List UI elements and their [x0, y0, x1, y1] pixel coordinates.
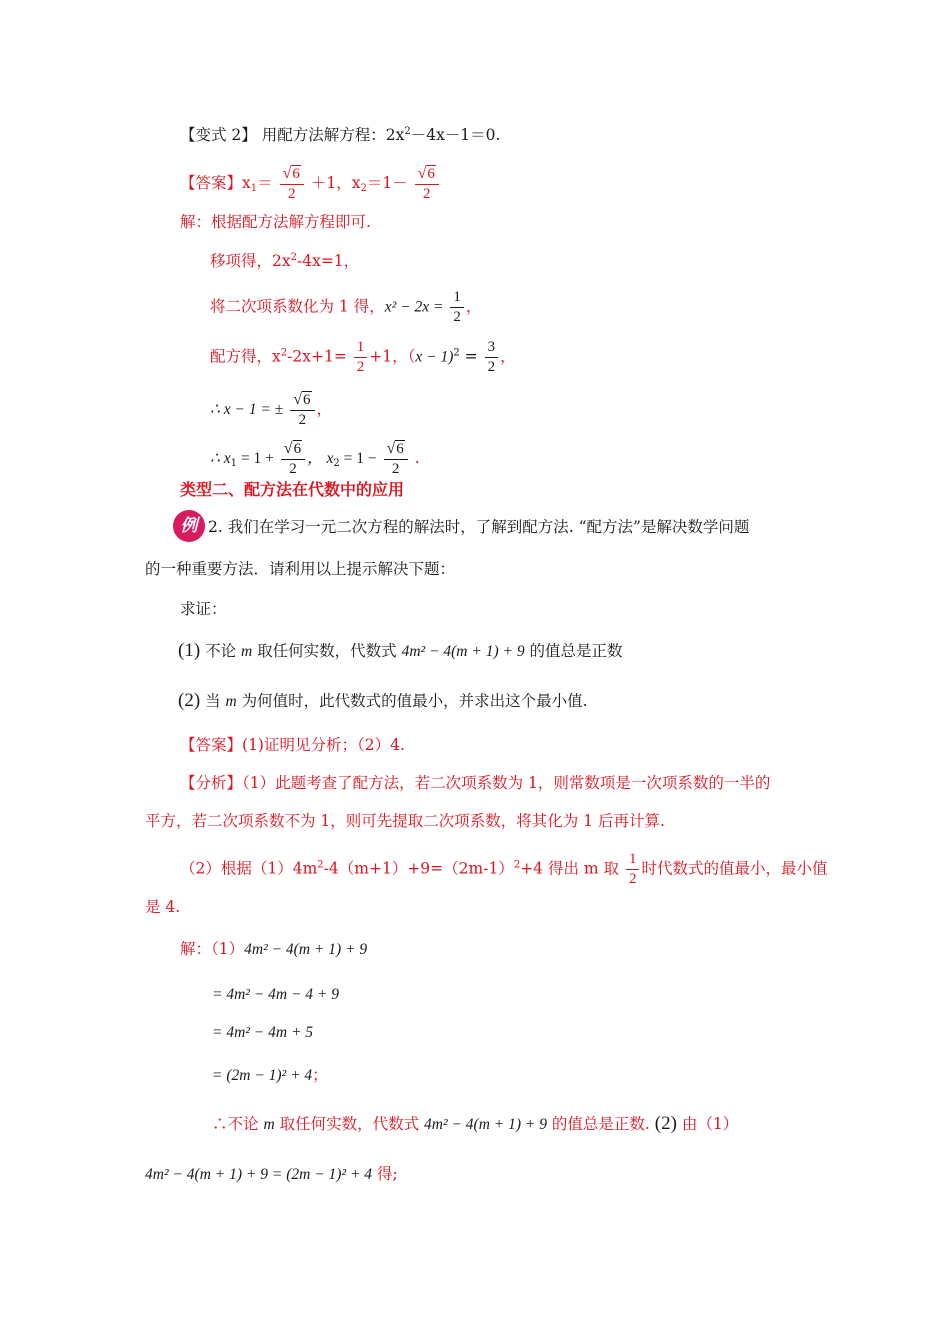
answer-1-line: 【答案】$x_1=$ $\frac{√6}{2}$ ＋1，$x_2=1-$ $\frac{√6}{2}$	[180, 166, 441, 202]
question-1: (1) 不论 m 取任何实数，代数式 4m² − 4(m + 1) + 9 的值总是正数	[178, 640, 623, 661]
solution-step-4: ∴ x − 1 = ± $\frac{√6}{2}$ ，	[210, 391, 333, 428]
solution-2-step-1: = 4m² − 4m − 4 + 9	[212, 986, 339, 1003]
fraction-sqrt6-2-c: $\frac{√6}{2}$	[290, 392, 314, 428]
solution-step-1: 移项得，$2x^2-4x=1$，	[210, 252, 360, 270]
analysis-line-4: 是 4.	[145, 898, 181, 916]
solution-2-step-3: = (2m − 1)² + 4；	[212, 1066, 328, 1084]
variant-line: 【变式 2】 用配方法解方程：$2x^2-4x-1=0$.	[180, 126, 501, 144]
answer-tag: 【答案】	[180, 174, 243, 192]
solution-2-last: 4m² − 4(m + 1) + 9 = (2m − 1)² + 4 得;	[145, 1165, 398, 1183]
solution-intro: 解：根据配方法解方程即可.	[180, 213, 371, 231]
fraction-1-2-analysis: $\frac{1}{2}$	[626, 852, 640, 887]
fraction-sqrt6-2-e: $\frac{√6}{2}$	[384, 441, 408, 477]
solution-2-first: 解：（1）4m² − 4(m + 1) + 9	[180, 940, 368, 958]
fraction-1-2-b: $\frac{1}{2}$	[354, 340, 368, 375]
solution-2-step-2: = 4m² − 4m + 5	[212, 1024, 314, 1041]
example-paragraph-2: 的一种重要方法．请利用以上提示解决下题：	[145, 560, 456, 578]
solution-step-3: 配方得，$x^2-2x+1=$ $\frac{1}{2}$ +1，（x − 1)$^2$ = $\frac{3}{2}$ ，	[210, 339, 516, 375]
analysis-line-1: 【分析】（1）此题考查了配方法，若二次项系数为 1，则常数项是一次项系数的一半的	[180, 774, 771, 792]
fraction-1-2: $\frac{1}{2}$	[450, 290, 464, 325]
analysis-line-2: 平方，若二次项系数不为 1，则可先提取二次项系数，将其化为 1 后再计算.	[145, 812, 665, 830]
variant-text: 用配方法解方程：2x	[256, 126, 405, 144]
fraction-sqrt6-2-d: $\frac{√6}{2}$	[281, 441, 305, 477]
fraction-sqrt6-over-2-b: $\frac{√6}{2}$	[415, 166, 439, 202]
section-heading: 类型二、配方法在代数中的应用	[180, 480, 405, 499]
fraction-sqrt6-over-2: $\frac{√6}{2}$	[280, 166, 304, 202]
fraction-3-2: $\frac{3}{2}$	[485, 340, 499, 375]
answer-2-line: 【答案】(1)证明见分析；（2）4.	[180, 736, 405, 754]
solution-step-5: ∴ $x_1 = 1$ + $\frac{√6}{2}$ ， $x_2 = 1$ − $\frac{√6}{2}$ .	[210, 440, 420, 477]
prove-label: 求证：	[180, 600, 227, 618]
question-2: (2) 当 m 为何值时，此代数式的值最小，并求出这个最小值.	[178, 690, 588, 711]
analysis-line-3: （2）根据$(1)4m^2-4(m+1)+9=(2m-1)^2+4$ 得出 m 取 $\frac{1}{2}$ 时代数式的值最小，最小值	[180, 851, 828, 887]
solution-step-2: 将二次项系数化为 1 得，x² − 2x = $\frac{1}{2}$ ，	[210, 289, 482, 325]
variant-tag: 【变式 2】	[180, 126, 257, 144]
example-badge: 例	[173, 510, 205, 542]
example-paragraph-1: 2. 我们在学习一元二次方程的解法时，了解到配方法. “配方法”是解决数学问题	[208, 518, 750, 536]
solution-2-conclusion: ∴不论 m 取任何实数，代数式 4m² − 4(m + 1) + 9 的值总是正数. (2) 由（1）	[212, 1113, 739, 1134]
